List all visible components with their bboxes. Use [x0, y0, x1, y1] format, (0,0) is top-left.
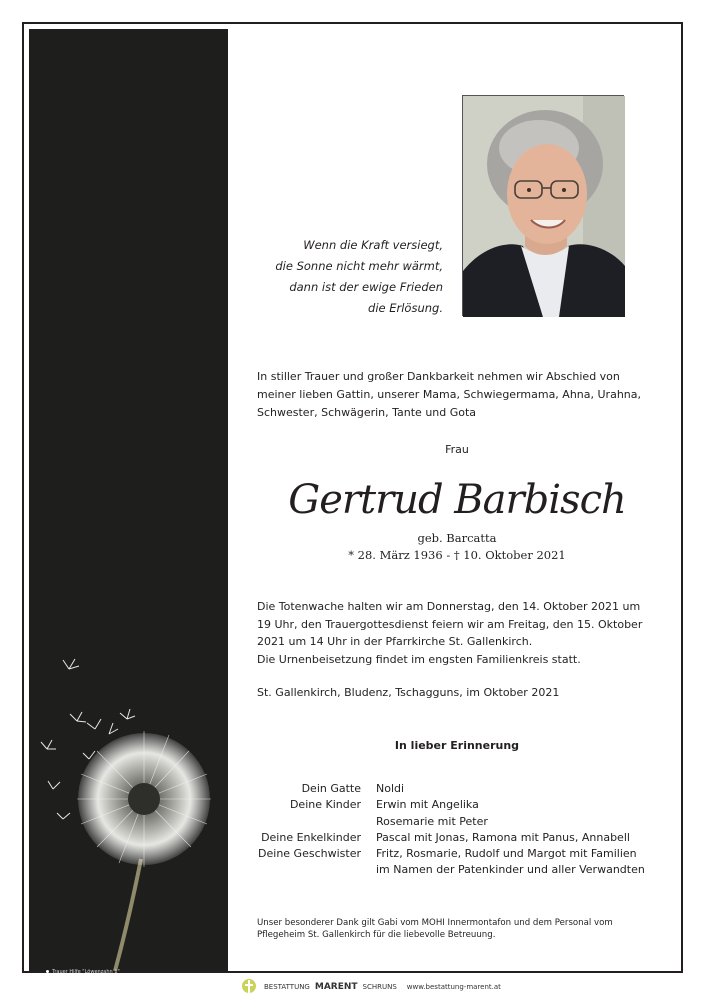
photo-credit: Trauer Hilfe "Löwenzahn 1"	[46, 969, 120, 975]
verse-line: die Erlösung.	[368, 301, 443, 315]
wake-line: 2021 um 14 Uhr in der Pfarrkirche St. Gallenkirch.	[257, 635, 533, 648]
intro-line: meiner lieben Gattin, unserer Mama, Schwiegermama, Ahna, Urahna,	[257, 388, 642, 401]
mourner-names: Rosemarie mit Peter	[376, 814, 488, 828]
footer-location: SCHRUNS	[362, 983, 397, 991]
mourner-row	[232, 846, 672, 862]
verse-line: die Sonne nicht mehr wärmt,	[275, 259, 443, 273]
salutation: Frau	[445, 443, 469, 456]
mourner-row	[232, 862, 672, 878]
footer-website: www.bestattung-marent.at	[406, 983, 501, 991]
mourner-names: Fritz, Rosmarie, Rudolf und Margot mit Familien	[376, 847, 637, 861]
verse	[223, 235, 443, 319]
mourner-names: im Namen der Patenkinder und aller Verwandten	[376, 863, 645, 877]
portrait-illustration	[463, 96, 625, 317]
wake-line: 19 Uhr, den Trauergottesdienst feiern wir am Freitag, den 15. Oktober	[257, 617, 643, 631]
funeral-home-footer	[240, 976, 540, 998]
wake-details	[257, 598, 667, 668]
mourner-row	[232, 814, 672, 830]
mourner-role: Dein Gatte	[301, 782, 361, 795]
memory-title: In lieber Erinnerung	[394, 739, 520, 752]
intro-line: Schwester, Schwägerin, Tante und Gota	[257, 406, 477, 419]
footer-brand: MARENT	[314, 982, 358, 992]
intro-line: In stiller Trauer und großer Dankbarkeit nehmen wir Abschied von	[257, 370, 620, 383]
thanks-note	[257, 917, 677, 941]
life-dates: * 28. März 1936 - † 10. Oktober 2021	[348, 548, 566, 562]
verse-line: dann ist der ewige Frieden	[289, 280, 443, 294]
mourner-role: Deine Kinder	[289, 798, 361, 812]
dandelion-panel	[29, 29, 228, 975]
funeral-home-logo-icon	[240, 977, 258, 997]
wake-line: Die Totenwache halten wir am Donnerstag, den 14. Oktober 2021 um	[257, 600, 641, 613]
mourner-role	[232, 814, 376, 830]
mourner-role: Deine Enkelkinder	[261, 830, 361, 844]
mourner-names: Erwin mit Angelika	[376, 798, 479, 812]
footer-prefix: BESTATTUNG	[264, 983, 310, 991]
mourner-row	[232, 797, 672, 813]
wake-line: Die Urnenbeisetzung findet im engsten Familienkreis statt.	[257, 652, 581, 666]
dandelion-illustration	[29, 29, 228, 971]
verse-line: Wenn die Kraft versiegt,	[303, 238, 443, 252]
mourner-names: Noldi	[376, 782, 405, 795]
mourner-names: Pascal mit Jonas, Ramona mit Panus, Annabell	[376, 830, 630, 844]
bullet-icon	[46, 970, 49, 973]
place-date: St. Gallenkirch, Bludenz, Tschagguns, im Oktober 2021	[257, 686, 560, 699]
deceased-name: Gertrud Barbisch	[288, 477, 626, 523]
mourners-list	[232, 781, 672, 879]
mourner-row	[232, 781, 672, 797]
maiden-name: geb. Barcatta	[417, 531, 497, 545]
portrait-photo	[462, 95, 624, 316]
thanks-line: Unser besonderer Dank gilt Gabi vom MOHI Innermontafon und dem Personal vom	[257, 918, 613, 928]
intro-text	[257, 368, 657, 422]
thanks-line: Pflegeheim St. Gallenkirch für die liebevolle Betreuung.	[257, 930, 496, 940]
mourner-role: Deine Geschwister	[258, 847, 361, 861]
mourner-row	[232, 830, 672, 846]
mourner-role	[232, 862, 376, 878]
